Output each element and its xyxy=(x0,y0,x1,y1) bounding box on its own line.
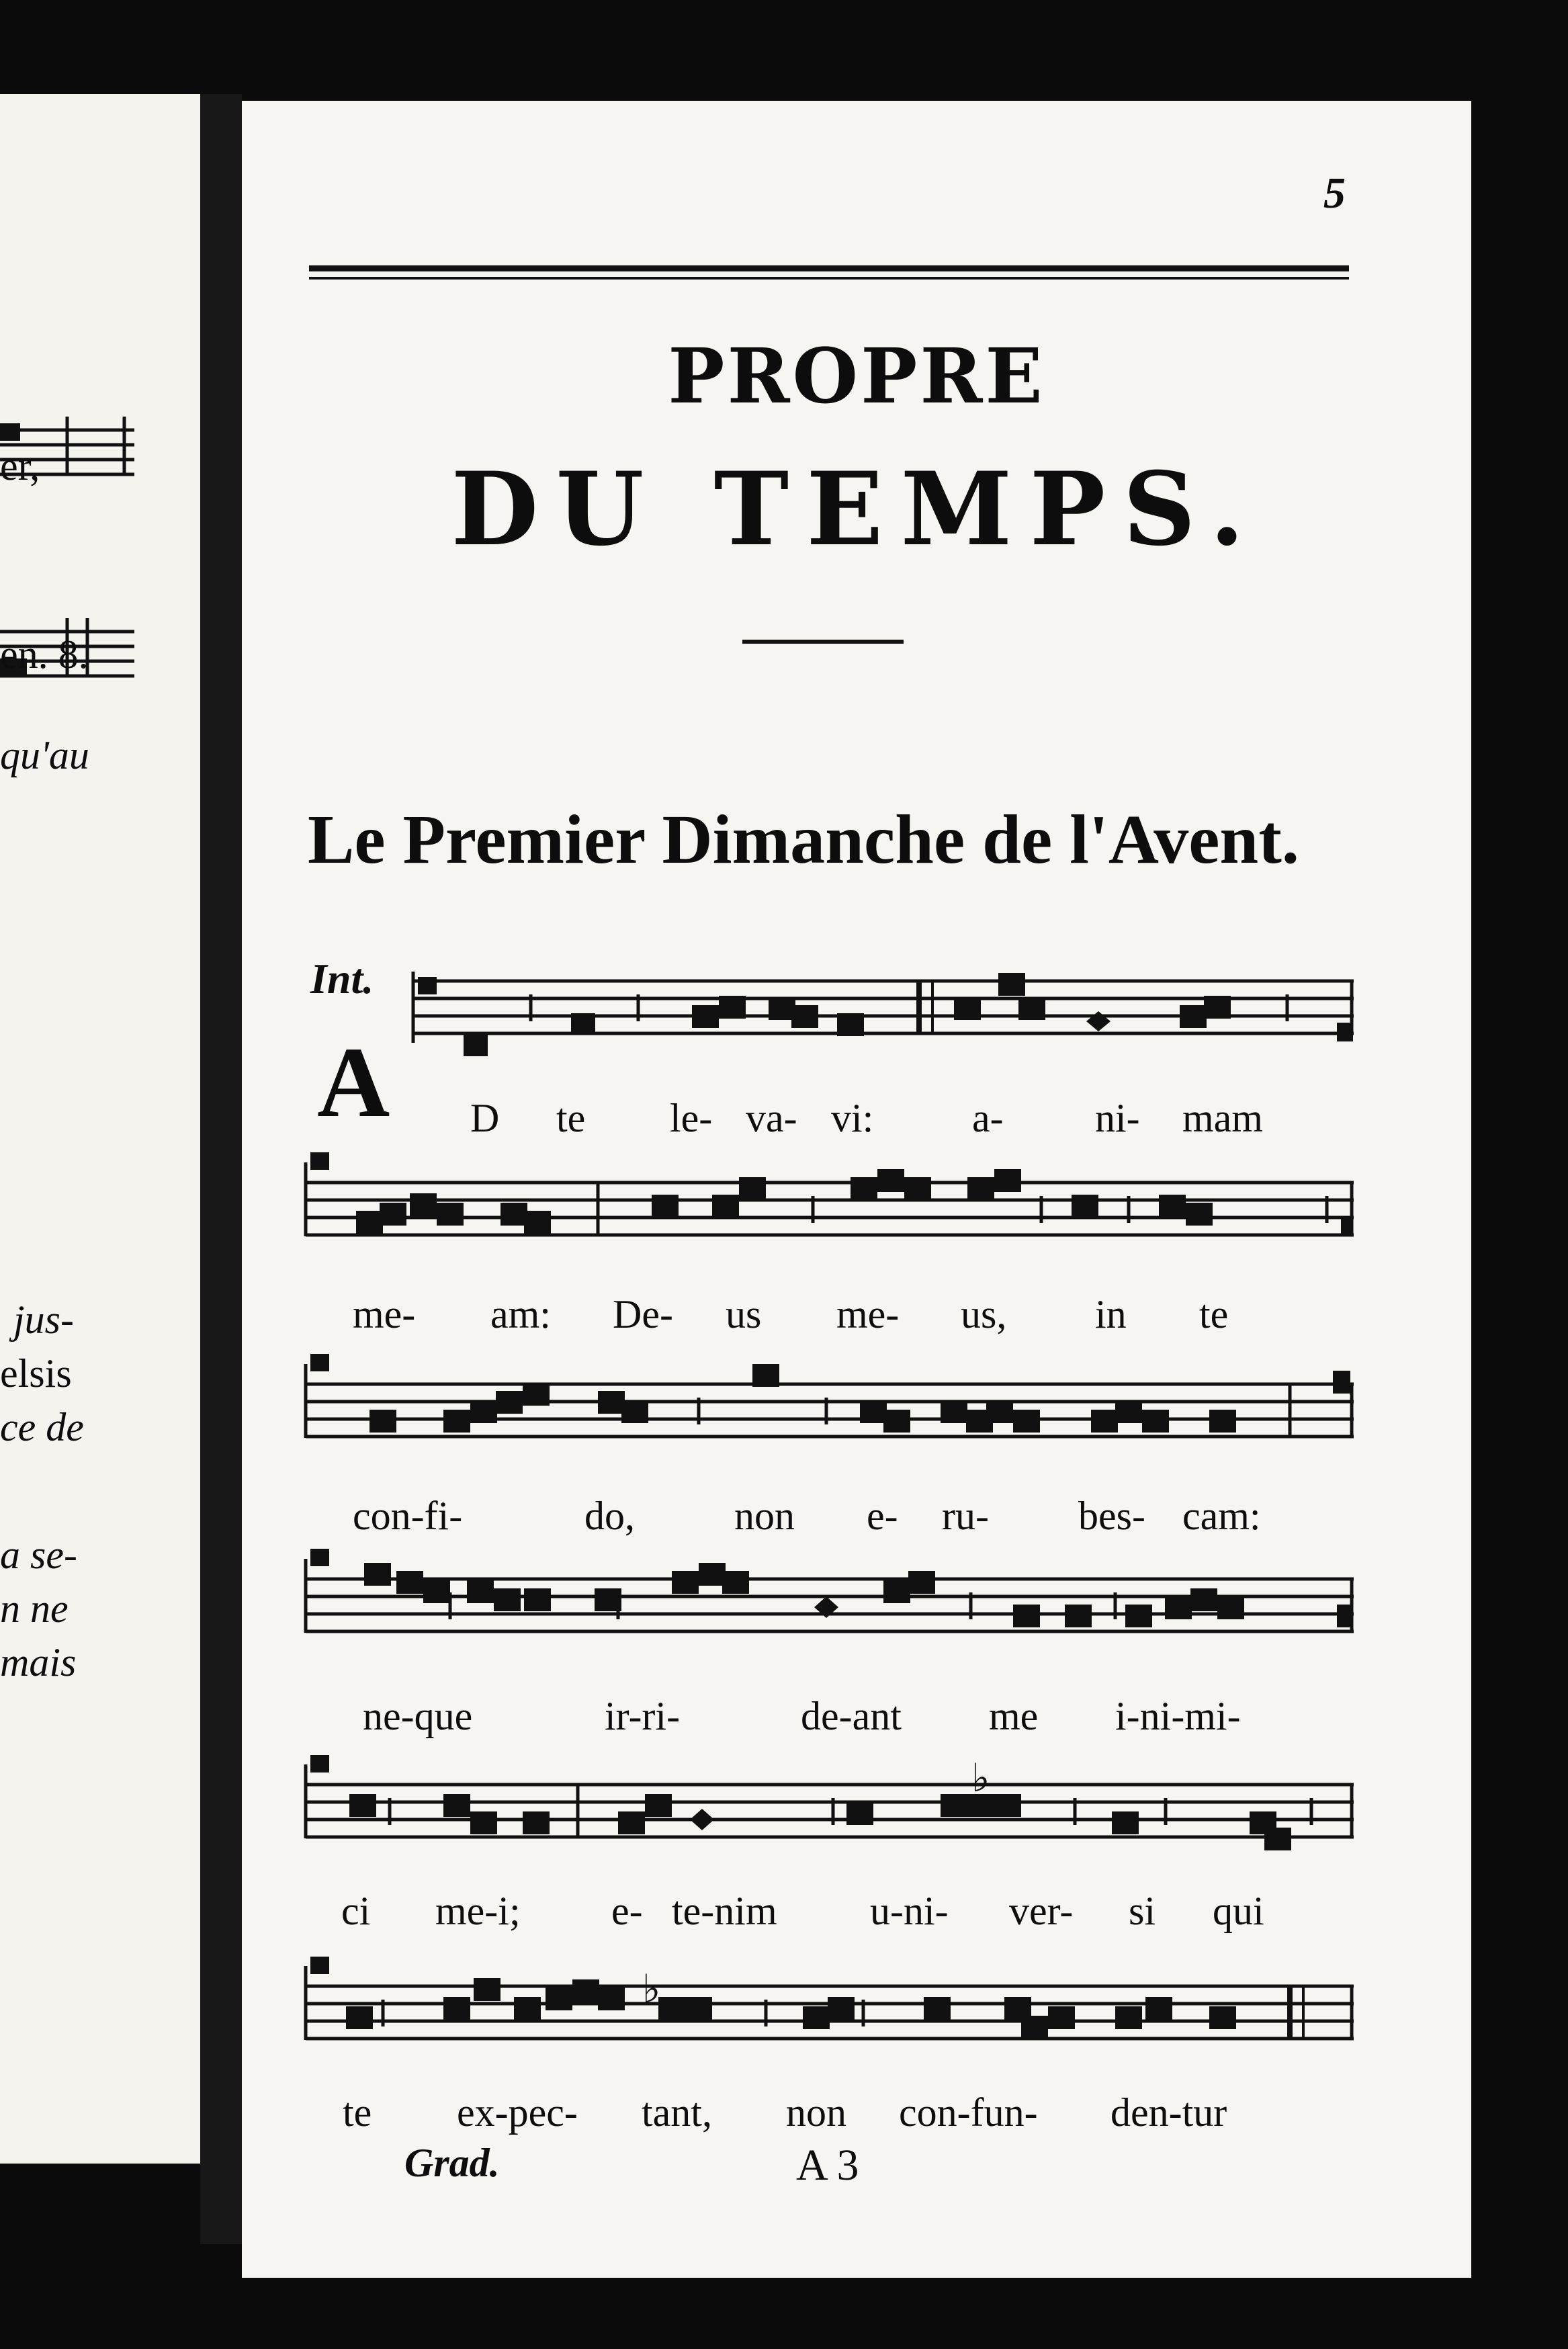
staff-5 xyxy=(242,1727,1471,1861)
syllable: ex-pec- xyxy=(457,2090,578,2135)
page-number: 5 xyxy=(1323,169,1346,218)
syllable: te xyxy=(556,1096,586,1140)
syllable: cam: xyxy=(1182,1494,1261,1538)
left-fragment-2: en. 8. xyxy=(0,632,89,677)
ornament-dash xyxy=(742,640,904,644)
title-du-temps: DU TEMPS. xyxy=(451,450,1262,568)
left-fragment-8: n ne xyxy=(0,1586,69,1631)
svg-text:♭: ♭ xyxy=(971,1755,990,1801)
syllable: ne-que xyxy=(363,1694,473,1738)
syllable: do, xyxy=(584,1494,635,1538)
syllable: va- xyxy=(746,1096,797,1140)
header-rule-thick xyxy=(309,265,1349,271)
page-right xyxy=(242,101,1471,2278)
syllable: den-tur xyxy=(1110,2090,1227,2135)
syllable: De- xyxy=(613,1292,673,1336)
syllable: con-fi- xyxy=(353,1494,463,1538)
staff-3 xyxy=(242,1337,1471,1471)
facing-page-left xyxy=(0,94,200,2164)
syllable: vi: xyxy=(831,1096,874,1140)
subtitle: Le Premier Dimanche de l'Avent. xyxy=(308,801,1299,878)
syllable: e- xyxy=(867,1494,898,1538)
syllable: D xyxy=(470,1096,500,1140)
syllable: am: xyxy=(490,1292,551,1336)
drop-initial: A xyxy=(317,1027,390,1138)
syllable: te xyxy=(1199,1292,1229,1336)
syllable: ci xyxy=(341,1889,371,1933)
left-fragment-6: ce de xyxy=(0,1405,84,1449)
syllable: de-ant xyxy=(801,1694,902,1738)
syllable: ver- xyxy=(1009,1889,1074,1933)
syllable: con-fun- xyxy=(899,2090,1038,2135)
staff-1 xyxy=(242,947,1471,1082)
footer-signature: A 3 xyxy=(796,2141,859,2190)
syllable: le- xyxy=(670,1096,713,1140)
syllable: i-ni-mi- xyxy=(1115,1694,1241,1738)
syllable: qui xyxy=(1213,1889,1264,1933)
syllable: me-i; xyxy=(435,1889,521,1933)
syllable: ir-ri- xyxy=(605,1694,681,1738)
syllable: bes- xyxy=(1078,1494,1145,1538)
syllable: ru- xyxy=(942,1494,989,1538)
syllable: me- xyxy=(836,1292,900,1336)
syllable: tant, xyxy=(642,2090,712,2135)
syllable: me xyxy=(989,1694,1039,1738)
syllable: te-nim xyxy=(672,1889,777,1933)
syllable: non xyxy=(786,2090,846,2135)
staff-4 xyxy=(242,1532,1471,1666)
syllable: te xyxy=(343,2090,372,2135)
syllable: non xyxy=(734,1494,795,1538)
title-propre: PROPRE xyxy=(668,333,1045,421)
left-fragment-7: a se- xyxy=(0,1533,77,1577)
staff-2 xyxy=(242,1136,1471,1270)
footer-catchword: Grad. xyxy=(404,2141,500,2185)
syllable: me- xyxy=(353,1292,416,1336)
left-fragment-1: er, xyxy=(0,444,40,488)
left-fragment-3: qu'au xyxy=(0,733,89,777)
syllable: us xyxy=(726,1292,762,1336)
syllable: u-ni- xyxy=(870,1889,949,1933)
syllable: in xyxy=(1095,1292,1127,1336)
left-fragment-4: jus- xyxy=(13,1297,74,1342)
left-page-staves xyxy=(0,296,200,1102)
syllable: a- xyxy=(972,1096,1004,1140)
syllable: mam xyxy=(1182,1096,1263,1140)
book-gutter xyxy=(200,94,242,2244)
staff-6 xyxy=(242,1928,1471,2063)
syllable: us, xyxy=(961,1292,1007,1336)
svg-text:♭: ♭ xyxy=(642,1966,661,2012)
syllable: si xyxy=(1129,1889,1156,1933)
syllable: e- xyxy=(611,1889,643,1933)
header-rule-thin xyxy=(309,277,1349,280)
left-fragment-9: mais xyxy=(0,1640,77,1684)
intro-label: Int. xyxy=(310,955,374,1002)
left-fragment-5: elsis xyxy=(0,1351,72,1396)
syllable: ni- xyxy=(1095,1096,1140,1140)
